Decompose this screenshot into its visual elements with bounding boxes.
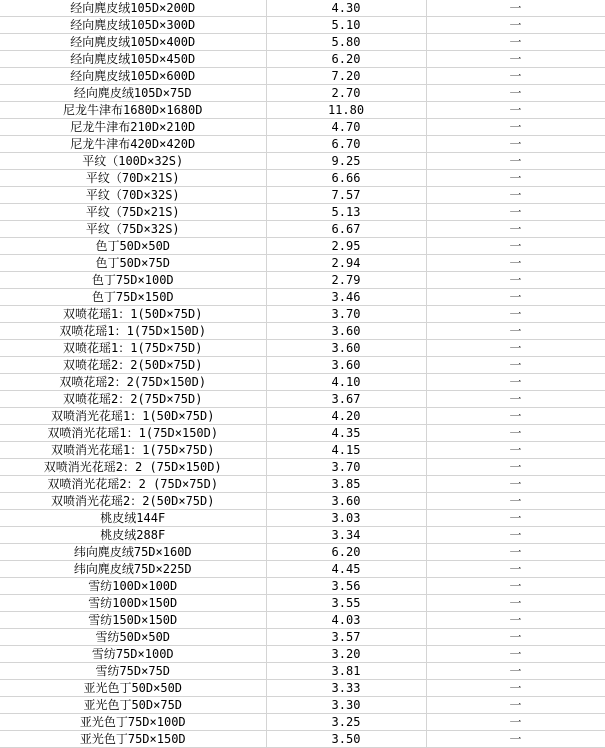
price-cell[interactable]: 3.56 xyxy=(266,578,426,595)
table-row xyxy=(0,510,605,527)
price-cell[interactable]: 3.81 xyxy=(266,663,426,680)
mark-cell[interactable]: 一 xyxy=(426,51,605,68)
table-row xyxy=(0,102,605,119)
price-cell[interactable]: 7.20 xyxy=(266,68,426,85)
mark-cell[interactable]: 一 xyxy=(426,391,605,408)
price-cell[interactable]: 5.80 xyxy=(266,34,426,51)
fabric-name-cell[interactable]: 双喷消光花瑶1：1(50D×75D) xyxy=(0,408,266,425)
price-cell[interactable]: 3.34 xyxy=(266,527,426,544)
price-cell[interactable]: 4.10 xyxy=(266,374,426,391)
price-cell[interactable]: 3.55 xyxy=(266,595,426,612)
fabric-name-cell[interactable]: 经向麂皮绒105D×600D xyxy=(0,68,266,85)
mark-cell[interactable]: 一 xyxy=(426,187,605,204)
mark-cell[interactable]: 一 xyxy=(426,459,605,476)
price-cell[interactable]: 2.79 xyxy=(266,272,426,289)
price-cell[interactable]: 6.66 xyxy=(266,170,426,187)
table-row xyxy=(0,153,605,170)
table-row xyxy=(0,238,605,255)
price-cell[interactable]: 3.46 xyxy=(266,289,426,306)
mark-cell[interactable]: 一 xyxy=(426,374,605,391)
table-row xyxy=(0,680,605,697)
price-cell[interactable]: 3.85 xyxy=(266,476,426,493)
mark-cell[interactable]: 一 xyxy=(426,425,605,442)
table-row xyxy=(0,663,605,680)
table-row xyxy=(0,646,605,663)
table-row xyxy=(0,51,605,68)
price-cell[interactable]: 3.60 xyxy=(266,493,426,510)
fabric-name-cell[interactable]: 桃皮绒144F xyxy=(0,510,266,527)
table-row xyxy=(0,17,605,34)
table-row xyxy=(0,714,605,731)
table-row xyxy=(0,561,605,578)
fabric-name-cell[interactable]: 雪纺100D×150D xyxy=(0,595,266,612)
fabric-name-cell[interactable]: 亚光色丁50D×50D xyxy=(0,680,266,697)
mark-cell[interactable]: 一 xyxy=(426,476,605,493)
price-cell[interactable]: 4.20 xyxy=(266,408,426,425)
table-row xyxy=(0,255,605,272)
table-row xyxy=(0,442,605,459)
fabric-name-cell[interactable]: 雪纺75D×100D xyxy=(0,646,266,663)
mark-cell[interactable]: 一 xyxy=(426,306,605,323)
fabric-name-cell[interactable]: 亚光色丁75D×150D xyxy=(0,731,266,748)
table-row xyxy=(0,306,605,323)
mark-cell[interactable]: 一 xyxy=(426,204,605,221)
fabric-name-cell[interactable]: 双喷花瑶2：2(75D×75D) xyxy=(0,391,266,408)
price-cell[interactable]: 2.94 xyxy=(266,255,426,272)
price-cell[interactable]: 3.20 xyxy=(266,646,426,663)
price-cell[interactable]: 2.70 xyxy=(266,85,426,102)
fabric-name-cell[interactable]: 经向麂皮绒105D×400D xyxy=(0,34,266,51)
price-cell[interactable]: 3.70 xyxy=(266,459,426,476)
fabric-name-cell[interactable]: 色丁50D×75D xyxy=(0,255,266,272)
fabric-name-cell[interactable]: 经向麂皮绒105D×200D xyxy=(0,0,266,17)
table-row xyxy=(0,170,605,187)
table-row xyxy=(0,527,605,544)
mark-cell[interactable]: 一 xyxy=(426,527,605,544)
table-row xyxy=(0,391,605,408)
table-row xyxy=(0,272,605,289)
table-row xyxy=(0,323,605,340)
fabric-name-cell[interactable]: 双喷花瑶2：2(50D×75D) xyxy=(0,357,266,374)
table-row xyxy=(0,119,605,136)
fabric-name-cell[interactable]: 双喷消光花瑶1：1(75D×150D) xyxy=(0,425,266,442)
table-row xyxy=(0,612,605,629)
fabric-name-cell[interactable]: 尼龙牛津布210D×210D xyxy=(0,119,266,136)
mark-cell[interactable]: 一 xyxy=(426,493,605,510)
price-cell[interactable]: 4.30 xyxy=(266,0,426,17)
mark-cell[interactable]: 一 xyxy=(426,612,605,629)
price-cell[interactable]: 9.25 xyxy=(266,153,426,170)
fabric-name-cell[interactable]: 桃皮绒288F xyxy=(0,527,266,544)
fabric-name-cell[interactable]: 双喷消光花瑶2：2(50D×75D) xyxy=(0,493,266,510)
fabric-name-cell[interactable]: 双喷消光花瑶2：2 (75D×75D) xyxy=(0,476,266,493)
table-row xyxy=(0,578,605,595)
fabric-name-cell[interactable]: 经向麂皮绒105D×300D xyxy=(0,17,266,34)
fabric-name-cell[interactable]: 尼龙牛津布1680D×1680D xyxy=(0,102,266,119)
table-row xyxy=(0,136,605,153)
price-cell[interactable]: 4.35 xyxy=(266,425,426,442)
table-row xyxy=(0,425,605,442)
fabric-name-cell[interactable]: 色丁75D×100D xyxy=(0,272,266,289)
table-row xyxy=(0,493,605,510)
mark-cell[interactable]: 一 xyxy=(426,646,605,663)
price-cell[interactable]: 3.70 xyxy=(266,306,426,323)
mark-cell[interactable]: 一 xyxy=(426,221,605,238)
fabric-name-cell[interactable]: 雪纺150D×150D xyxy=(0,612,266,629)
mark-cell[interactable]: 一 xyxy=(426,544,605,561)
mark-cell[interactable]: 一 xyxy=(426,697,605,714)
mark-cell[interactable]: 一 xyxy=(426,731,605,748)
fabric-name-cell[interactable]: 尼龙牛津布420D×420D xyxy=(0,136,266,153)
table-row xyxy=(0,374,605,391)
price-cell[interactable]: 6.20 xyxy=(266,51,426,68)
mark-cell[interactable]: 一 xyxy=(426,272,605,289)
table-row xyxy=(0,697,605,714)
fabric-name-cell[interactable]: 双喷花瑶1：1(75D×75D) xyxy=(0,340,266,357)
mark-cell[interactable]: 一 xyxy=(426,68,605,85)
price-cell[interactable]: 7.57 xyxy=(266,187,426,204)
mark-cell[interactable]: 一 xyxy=(426,340,605,357)
fabric-name-cell[interactable]: 色丁75D×150D xyxy=(0,289,266,306)
fabric-name-cell[interactable]: 双喷花瑶2：2(75D×150D) xyxy=(0,374,266,391)
price-cell[interactable]: 3.50 xyxy=(266,731,426,748)
mark-cell[interactable]: 一 xyxy=(426,323,605,340)
price-cell[interactable]: 3.30 xyxy=(266,697,426,714)
table-row xyxy=(0,204,605,221)
fabric-name-cell[interactable]: 平纹（75D×32S) xyxy=(0,221,266,238)
mark-cell[interactable]: 一 xyxy=(426,102,605,119)
fabric-name-cell[interactable]: 双喷花瑶1：1(75D×150D) xyxy=(0,323,266,340)
mark-cell[interactable]: 一 xyxy=(426,408,605,425)
mark-cell[interactable]: 一 xyxy=(426,238,605,255)
mark-cell[interactable]: 一 xyxy=(426,85,605,102)
table-row xyxy=(0,68,605,85)
price-cell[interactable]: 4.03 xyxy=(266,612,426,629)
fabric-name-cell[interactable]: 纬向麂皮绒75D×160D xyxy=(0,544,266,561)
fabric-name-cell[interactable]: 平纹（75D×21S) xyxy=(0,204,266,221)
fabric-name-cell[interactable]: 亚光色丁75D×100D xyxy=(0,714,266,731)
table-row xyxy=(0,221,605,238)
mark-cell[interactable]: 一 xyxy=(426,510,605,527)
fabric-name-cell[interactable]: 经向麂皮绒105D×450D xyxy=(0,51,266,68)
fabric-name-cell[interactable]: 平纹（70D×32S) xyxy=(0,187,266,204)
price-cell[interactable]: 5.13 xyxy=(266,204,426,221)
mark-cell[interactable]: 一 xyxy=(426,561,605,578)
mark-cell[interactable]: 一 xyxy=(426,34,605,51)
mark-cell[interactable]: 一 xyxy=(426,119,605,136)
fabric-name-cell[interactable]: 经向麂皮绒105D×75D xyxy=(0,85,266,102)
price-cell[interactable]: 3.25 xyxy=(266,714,426,731)
price-cell[interactable]: 5.10 xyxy=(266,17,426,34)
table-row xyxy=(0,34,605,51)
fabric-name-cell[interactable]: 色丁50D×50D xyxy=(0,238,266,255)
table-row xyxy=(0,357,605,374)
fabric-name-cell[interactable]: 双喷消光花瑶2：2 (75D×150D) xyxy=(0,459,266,476)
fabric-name-cell[interactable]: 雪纺50D×50D xyxy=(0,629,266,646)
fabric-name-cell[interactable]: 平纹（100D×32S) xyxy=(0,153,266,170)
table-row xyxy=(0,85,605,102)
price-cell[interactable]: 3.60 xyxy=(266,357,426,374)
price-cell[interactable]: 3.60 xyxy=(266,340,426,357)
price-cell[interactable]: 3.57 xyxy=(266,629,426,646)
mark-cell[interactable]: 一 xyxy=(426,255,605,272)
mark-cell[interactable]: 一 xyxy=(426,629,605,646)
table-row xyxy=(0,476,605,493)
fabric-name-cell[interactable]: 双喷花瑶1：1(50D×75D) xyxy=(0,306,266,323)
fabric-name-cell[interactable]: 纬向麂皮绒75D×225D xyxy=(0,561,266,578)
mark-cell[interactable]: 一 xyxy=(426,0,605,17)
table-row xyxy=(0,289,605,306)
price-cell[interactable]: 4.45 xyxy=(266,561,426,578)
price-cell[interactable]: 11.80 xyxy=(266,102,426,119)
price-cell[interactable]: 4.70 xyxy=(266,119,426,136)
mark-cell[interactable]: 一 xyxy=(426,714,605,731)
price-cell[interactable]: 6.67 xyxy=(266,221,426,238)
mark-cell[interactable]: 一 xyxy=(426,289,605,306)
table-row xyxy=(0,544,605,561)
price-cell[interactable]: 3.60 xyxy=(266,323,426,340)
table-row xyxy=(0,595,605,612)
table-row xyxy=(0,408,605,425)
mark-cell[interactable]: 一 xyxy=(426,578,605,595)
mark-cell[interactable]: 一 xyxy=(426,136,605,153)
table-row xyxy=(0,459,605,476)
mark-cell[interactable]: 一 xyxy=(426,595,605,612)
price-cell[interactable]: 6.20 xyxy=(266,544,426,561)
fabric-name-cell[interactable]: 双喷消光花瑶1：1(75D×75D) xyxy=(0,442,266,459)
fabric-name-cell[interactable]: 亚光色丁50D×75D xyxy=(0,697,266,714)
fabric-name-cell[interactable]: 平纹（70D×21S) xyxy=(0,170,266,187)
price-cell[interactable]: 2.95 xyxy=(266,238,426,255)
table-row xyxy=(0,731,605,748)
price-cell[interactable]: 3.33 xyxy=(266,680,426,697)
mark-cell[interactable]: 一 xyxy=(426,442,605,459)
mark-cell[interactable]: 一 xyxy=(426,680,605,697)
price-cell[interactable]: 6.70 xyxy=(266,136,426,153)
fabric-name-cell[interactable]: 雪纺75D×75D xyxy=(0,663,266,680)
table-row xyxy=(0,0,605,17)
mark-cell[interactable]: 一 xyxy=(426,153,605,170)
table-row xyxy=(0,340,605,357)
price-cell[interactable]: 3.67 xyxy=(266,391,426,408)
price-cell[interactable]: 3.03 xyxy=(266,510,426,527)
table-row xyxy=(0,629,605,646)
table-row xyxy=(0,187,605,204)
price-cell[interactable]: 4.15 xyxy=(266,442,426,459)
mark-cell[interactable]: 一 xyxy=(426,663,605,680)
mark-cell[interactable]: 一 xyxy=(426,170,605,187)
mark-cell[interactable]: 一 xyxy=(426,357,605,374)
mark-cell[interactable]: 一 xyxy=(426,17,605,34)
fabric-name-cell[interactable]: 雪纺100D×100D xyxy=(0,578,266,595)
